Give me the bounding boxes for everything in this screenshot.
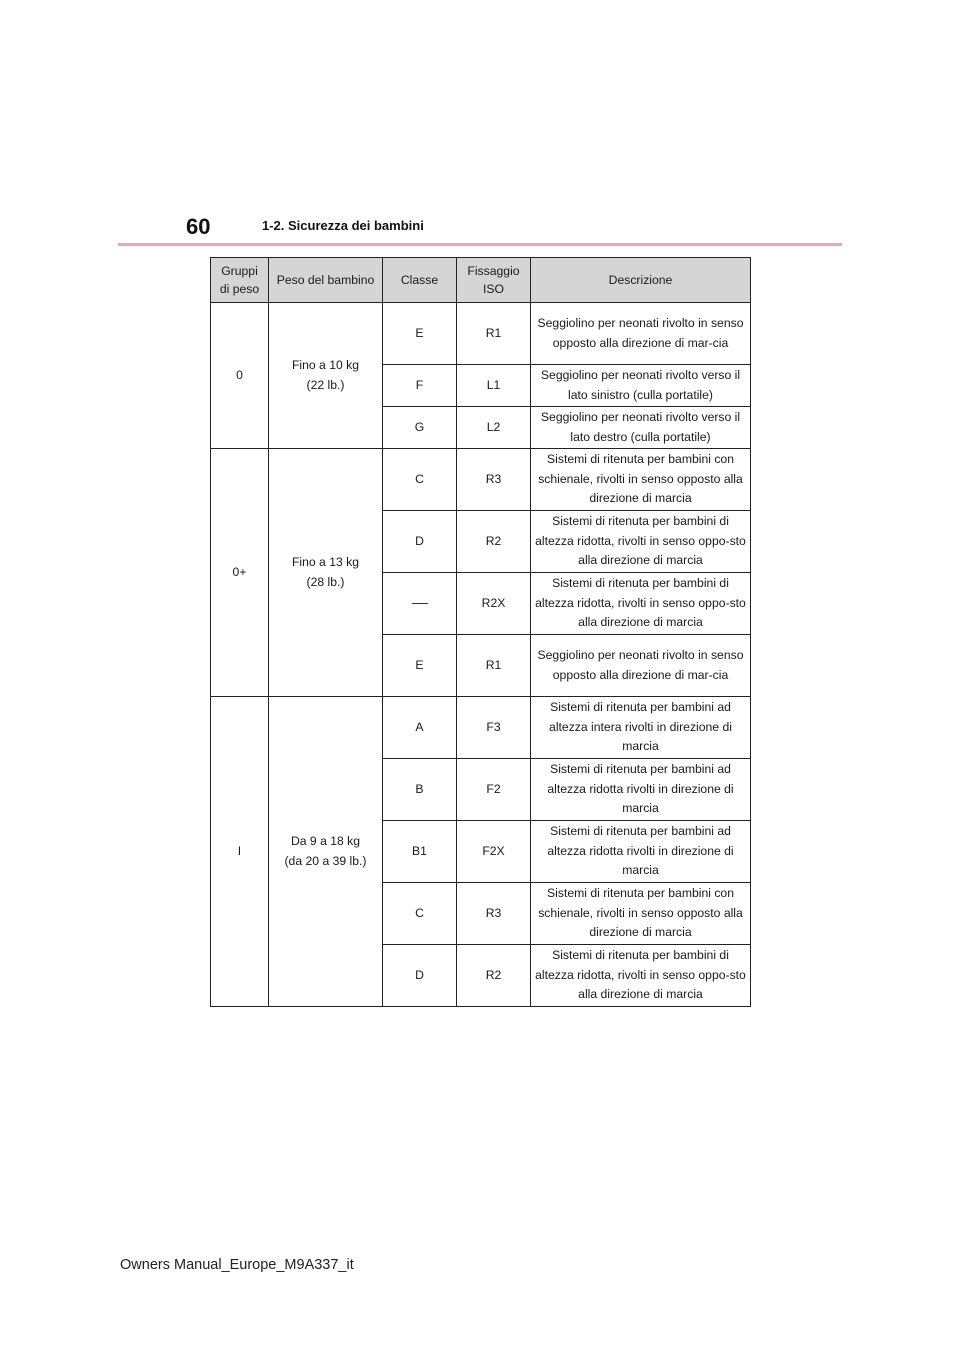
iso-fixing-cell: R2X (457, 573, 531, 635)
iso-fixing-cell: F3 (457, 697, 531, 759)
description-cell: Seggiolino per neonati rivolto verso il lato destro (culla portatile) (531, 407, 751, 449)
description-cell: Seggiolino per neonati rivolto verso il lato sinistro (culla portatile) (531, 365, 751, 407)
table-header-row (211, 258, 751, 303)
class-cell: C (383, 449, 457, 511)
iso-fixing-cell: R3 (457, 883, 531, 945)
dash-mark (412, 603, 428, 604)
class-cell: C (383, 883, 457, 945)
child-seat-classification-table (210, 257, 751, 1007)
child-weight-cell: Da 9 a 18 kg (da 20 a 39 lb.) (269, 697, 383, 1007)
column-header-class: Classe (383, 258, 457, 303)
child-weight-cell: Fino a 10 kg (22 lb.) (269, 303, 383, 449)
class-cell: E (383, 303, 457, 365)
column-header-child-weight: Peso del bambino (269, 258, 383, 303)
iso-fixing-cell: R1 (457, 635, 531, 697)
child-weight-cell: Fino a 13 kg (28 lb.) (269, 449, 383, 697)
class-cell-dash (383, 573, 457, 635)
table-row (211, 449, 751, 511)
class-cell: A (383, 697, 457, 759)
weight-group-cell: I (211, 697, 269, 1007)
page-number: 60 (186, 214, 211, 239)
section-title: 1-2. Sicurezza dei bambini (262, 218, 424, 233)
weight-group-cell: 0+ (211, 449, 269, 697)
class-cell: D (383, 945, 457, 1007)
description-cell: Sistemi di ritenuta per bambini ad altezza ridotta rivolti in direzione di marcia (531, 759, 751, 821)
description-cell: Sistemi di ritenuta per bambini con schienale, rivolti in senso opposto alla direzione di marcia (531, 449, 751, 511)
weight-group-cell: 0 (211, 303, 269, 449)
description-cell: Seggiolino per neonati rivolto in senso opposto alla direzione di mar-cia (531, 303, 751, 365)
description-cell: Sistemi di ritenuta per bambini ad altezza ridotta rivolti in direzione di marcia (531, 821, 751, 883)
column-header-iso-fixing: Fissaggio ISO (457, 258, 531, 303)
class-cell: F (383, 365, 457, 407)
class-cell: B1 (383, 821, 457, 883)
description-cell: Sistemi di ritenuta per bambini di altezza ridotta, rivolti in senso oppo-sto alla direzione di marcia (531, 573, 751, 635)
table-row (211, 697, 751, 759)
class-cell: G (383, 407, 457, 449)
column-header-description: Descrizione (531, 258, 751, 303)
iso-fixing-cell: L1 (457, 365, 531, 407)
header-divider (118, 243, 842, 246)
column-header-weight-group: Gruppi di peso (211, 258, 269, 303)
description-cell: Sistemi di ritenuta per bambini con schienale, rivolti in senso opposto alla direzione di marcia (531, 883, 751, 945)
table-row (211, 303, 751, 365)
iso-fixing-cell: F2 (457, 759, 531, 821)
iso-fixing-cell: R1 (457, 303, 531, 365)
class-cell: D (383, 511, 457, 573)
iso-fixing-cell: R2 (457, 511, 531, 573)
iso-fixing-cell: L2 (457, 407, 531, 449)
description-cell: Sistemi di ritenuta per bambini ad altezza intera rivolti in direzione di marcia (531, 697, 751, 759)
iso-fixing-cell: F2X (457, 821, 531, 883)
class-cell: B (383, 759, 457, 821)
description-cell: Seggiolino per neonati rivolto in senso opposto alla direzione di mar-cia (531, 635, 751, 697)
description-cell: Sistemi di ritenuta per bambini di altezza ridotta, rivolti in senso oppo-sto alla direzione di marcia (531, 511, 751, 573)
description-cell: Sistemi di ritenuta per bambini di altezza ridotta, rivolti in senso oppo-sto alla direzione di marcia (531, 945, 751, 1007)
iso-fixing-cell: R2 (457, 945, 531, 1007)
footer-manual-id: Owners Manual_Europe_M9A337_it (120, 1257, 354, 1273)
class-cell: E (383, 635, 457, 697)
iso-fixing-cell: R3 (457, 449, 531, 511)
